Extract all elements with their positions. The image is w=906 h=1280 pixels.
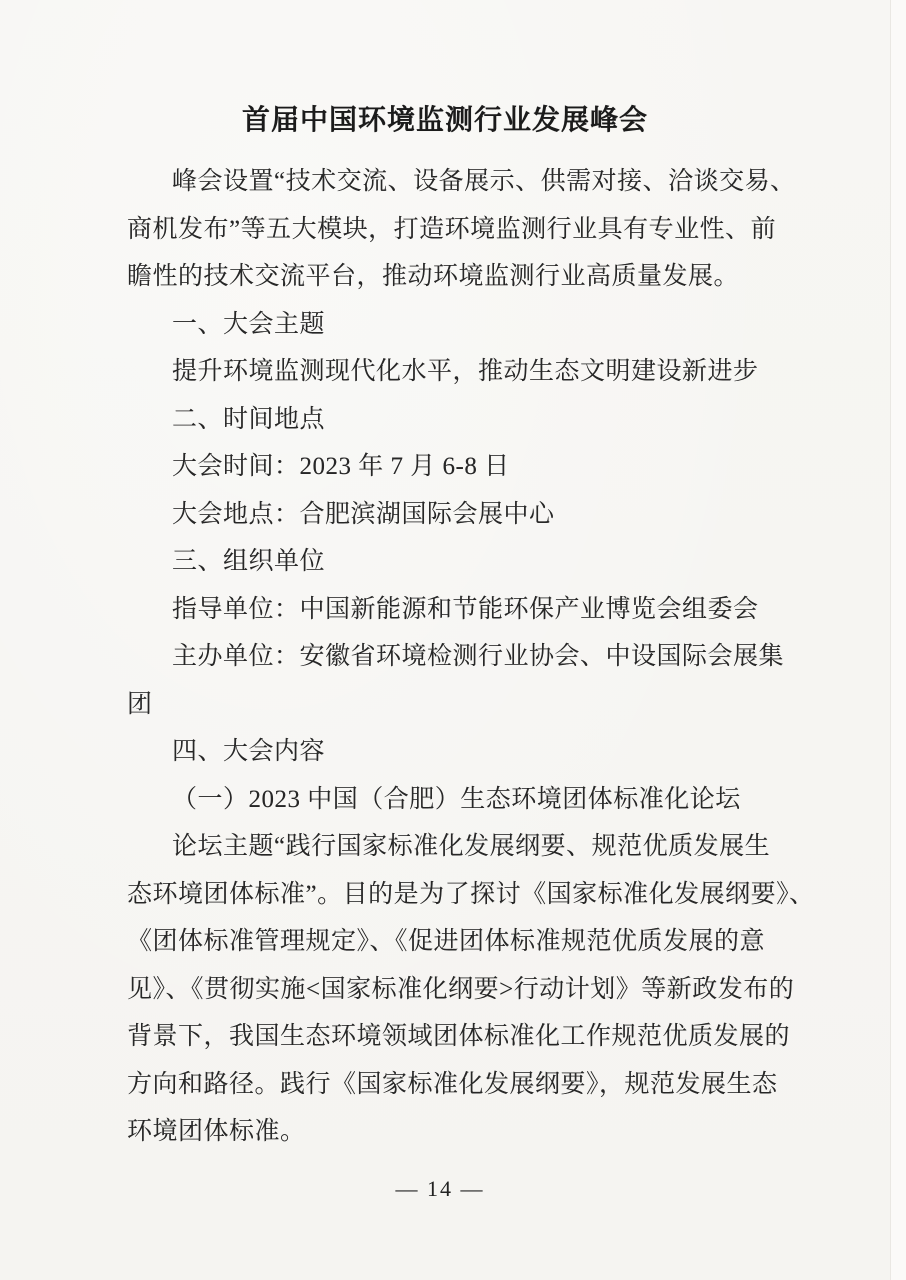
text-line: 环境团体标准。 — [127, 1118, 306, 1145]
text-line: 商机发布”等五大模块，打造环境监测行业具有专业性、前 — [127, 216, 777, 243]
text-line: 提升环境监测现代化水平，推动生态文明建设新进步 — [172, 358, 759, 385]
text-line: 态环境团体标准”。目的是为了探讨《国家标准化发展纲要》、 — [127, 881, 815, 908]
text-line: 大会时间：2023 年 7 月 6-8 日 — [172, 453, 510, 480]
text-line: 团 — [127, 691, 153, 718]
text-line: 一、大会主题 — [172, 311, 326, 338]
text-line: 三、组织单位 — [172, 548, 326, 575]
text-line: 四、大会内容 — [172, 738, 326, 765]
text-line: 主办单位：安徽省环境检测行业协会、中设国际会展集 — [172, 643, 785, 670]
text-line: 《团体标准管理规定》、《促进团体标准规范优质发展的意 — [127, 928, 766, 955]
text-line: 见》、《贯彻实施<国家标准化纲要>行动计划》等新政发布的 — [127, 976, 795, 1003]
text-line: 方向和路径。践行《国家标准化发展纲要》，规范发展生态 — [127, 1071, 778, 1098]
document-title: 首届中国环境监测行业发展峰会 — [241, 104, 648, 135]
text-line: 论坛主题“践行国家标准化发展纲要、规范优质发展生 — [172, 833, 771, 860]
text-line: 指导单位：中国新能源和节能环保产业博览会组委会 — [172, 596, 759, 623]
text-line: 背景下，我国生态环境领域团体标准化工作规范优质发展的 — [127, 1023, 791, 1050]
scan-edge-artifact — [890, 0, 906, 1280]
text-line: 瞻性的技术交流平台，推动环境监测行业高质量发展。 — [127, 263, 740, 290]
text-line: （一）2023 中国（合肥）生态环境团体标准化论坛 — [172, 786, 741, 813]
text-line: 峰会设置“技术交流、设备展示、供需对接、洽谈交易、 — [172, 168, 796, 195]
text-line: 大会地点：合肥滨湖国际会展中心 — [172, 501, 555, 528]
page-number: — 14 — — [395, 1176, 485, 1201]
text-line: 二、时间地点 — [172, 406, 326, 433]
